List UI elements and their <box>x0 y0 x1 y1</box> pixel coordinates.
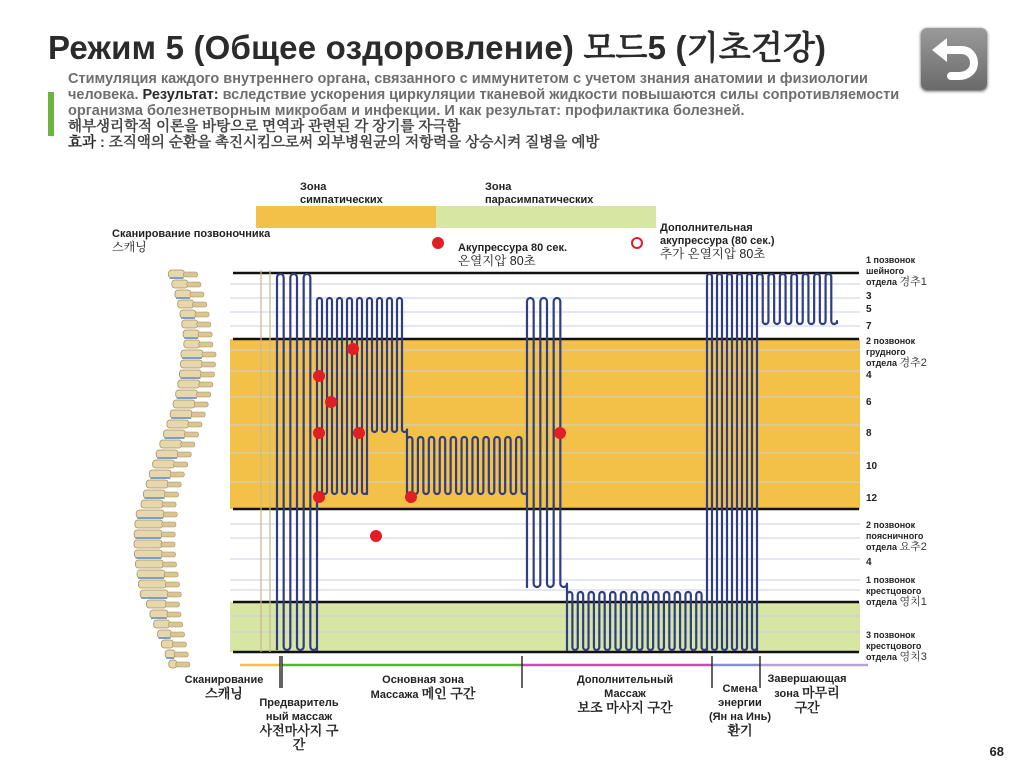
vertebra-body <box>160 440 182 448</box>
disc <box>181 317 195 319</box>
scan-label <box>112 228 270 254</box>
acupressure-point <box>353 427 365 439</box>
acupressure-point <box>347 343 359 355</box>
disc <box>164 437 184 439</box>
legend-sympathetic-line1: Зона <box>300 181 327 193</box>
zone-additional-ru1: Дополнительный <box>576 674 674 686</box>
thoracic-title3: отдела <box>866 358 898 368</box>
scan-label-ko: 스캐닝 <box>112 240 147 254</box>
vertebra-body <box>181 350 203 358</box>
vertebra-process <box>161 542 175 547</box>
vertebra-process <box>167 612 181 617</box>
thoracic-num-8: 8 <box>866 428 872 439</box>
page-title: Режим 5 (Общее оздоровление) 모드5 (기초건강) <box>48 29 827 66</box>
thoracic-num-4: 4 <box>866 370 872 381</box>
vertebra-body <box>163 430 185 438</box>
cervical-num-3: 3 <box>866 291 872 302</box>
vertebra-process <box>164 572 178 577</box>
vertebra-process <box>162 502 176 507</box>
spine-illustration <box>120 262 230 682</box>
cervical-title2: шейного <box>866 266 905 276</box>
lumbar-ko: 요추2 <box>899 541 927 553</box>
legend-acupressure-ko: 온열지압 80초 <box>458 254 536 268</box>
zone-preliminary <box>247 696 351 752</box>
disc <box>157 457 177 459</box>
thoracic-title1: 2 позвонок <box>866 336 916 346</box>
vertebra-body <box>134 530 162 538</box>
sympathetic-band <box>230 339 860 509</box>
description-ko-2: : 조직액의 순환을 촉진시킴으로써 외부병원균의 저항력을 상승시켜 질병을 예방 <box>96 135 600 151</box>
zone-final-ru1: Завершающая <box>767 673 847 685</box>
sacral3-ko: 영치3 <box>899 651 927 663</box>
sacral1-ko: 영치1 <box>899 596 927 608</box>
acupressure-point <box>405 491 417 503</box>
vertebra-body <box>138 580 166 588</box>
vertebra-body <box>175 290 191 298</box>
disc <box>170 277 184 279</box>
vertebra-body <box>154 620 170 628</box>
description <box>68 71 908 151</box>
parasympathetic-swatch <box>436 206 656 228</box>
vertebra-process <box>167 482 181 487</box>
disc <box>158 637 170 639</box>
vertebra-process <box>162 562 176 567</box>
legend-acupressure-ru: Акупрессура 80 сек. <box>458 242 568 254</box>
zone-scanning-ko: 스캐닝 <box>205 686 243 701</box>
massage-diagram <box>230 262 860 662</box>
thoracic-num-10: 10 <box>866 461 878 472</box>
disc <box>137 517 163 519</box>
disc <box>166 657 174 659</box>
vertebra-process <box>165 582 179 587</box>
label-cervical <box>866 255 927 288</box>
vertebra-body <box>143 490 165 498</box>
cervical-ko: 경추1 <box>899 276 927 288</box>
vertebra-body <box>167 420 189 428</box>
vertebra-process <box>184 272 198 277</box>
description-ru-1: Стимуляция каждого внутреннего органа, связанного с иммунитетом с учетом знания анатомии и физиологии человека. <box>68 71 868 103</box>
vertebra-body <box>183 330 199 338</box>
zone-additional-ko: 보조 마사지 구간 <box>577 700 673 715</box>
vertebra-body <box>179 370 201 378</box>
vertebra-body <box>153 460 175 468</box>
acupressure-point <box>313 491 325 503</box>
vertebra-body <box>178 380 200 388</box>
back-button[interactable] <box>921 28 987 90</box>
vertebra-body <box>156 450 178 458</box>
scan-label-ru: Сканирование позвоночника <box>112 228 271 240</box>
sacral3-title2: крестцового <box>866 641 922 651</box>
legend-extra-line2: акупрессура (80 сек.) <box>660 235 775 247</box>
vertebra-process <box>198 332 212 337</box>
zone-preliminary-ko1: 사전마사지 구 <box>259 723 339 738</box>
lumbar-num-4: 4 <box>866 557 872 568</box>
vertebra-process <box>190 292 204 297</box>
vertebra-body <box>157 630 171 638</box>
vertebra-process <box>191 412 205 417</box>
sacral1-title3: отдела <box>866 597 898 607</box>
vertebra-process <box>170 472 184 477</box>
vertebra-process <box>170 632 184 637</box>
vertebra-body <box>146 480 168 488</box>
vertebra-process <box>176 662 190 667</box>
vertebra-body <box>150 610 168 618</box>
sacral3-title3: отдела <box>866 652 898 662</box>
sacral1-title2: крестцового <box>866 586 922 596</box>
vertebra-process <box>202 352 216 357</box>
vertebra-body <box>134 550 162 558</box>
zone-energy-ru2: энергии <box>718 697 762 709</box>
disc <box>182 357 202 359</box>
disc <box>144 497 164 499</box>
zone-preliminary-ru1: Предваритель <box>259 697 339 709</box>
acupressure-point <box>554 427 566 439</box>
lumbar-title1: 2 позвонок <box>866 520 916 530</box>
vertebra-body <box>172 280 188 288</box>
legend-parasympathetic-line1: Зона <box>485 181 512 193</box>
vertebra-process <box>172 642 186 647</box>
vertebra-body <box>135 520 163 528</box>
cervical-title3: отдела <box>866 277 898 287</box>
vertebra-process <box>163 512 177 517</box>
vertebra-process <box>195 312 209 317</box>
vertebra-process <box>181 442 195 447</box>
description-ko-1: 해부생리학적 이론을 바탕으로 면역과 관련된 각 장기를 자극함 <box>68 119 461 135</box>
zone-energy-ko: 환기 <box>727 723 753 738</box>
disc <box>135 537 161 539</box>
vertebra-body <box>134 540 162 548</box>
zone-preliminary-ko2: 간 <box>292 737 306 752</box>
acupressure-dot-icon <box>431 236 445 250</box>
thoracic-title2: грудного <box>866 347 906 357</box>
label-sacral3 <box>866 630 927 663</box>
vertebra-process <box>188 422 202 427</box>
thoracic-num-12: 12 <box>866 493 878 504</box>
vertebra-body <box>149 470 171 478</box>
legend-sympathetic-line2: симпатических <box>300 194 383 206</box>
legend-extra-ko: 추가 온열지압 80초 <box>660 247 766 261</box>
vertebra-process <box>167 592 181 597</box>
vertebra-body <box>146 600 166 608</box>
cervical-num-7: 7 <box>866 321 872 332</box>
acupressure-point <box>325 396 337 408</box>
vertebra-body <box>141 500 163 508</box>
vertebra-process <box>187 282 201 287</box>
vertebra-process <box>165 602 179 607</box>
vertebra-body <box>173 400 195 408</box>
vertebra-process <box>174 462 188 467</box>
vertebra-body <box>169 270 185 278</box>
disc <box>180 377 200 379</box>
vertebra-body <box>181 360 203 368</box>
vertebra-process <box>202 362 216 367</box>
disc <box>141 597 167 599</box>
result-label: Результат: <box>142 87 219 103</box>
vertebra-body <box>170 410 192 418</box>
label-lumbar <box>866 520 927 553</box>
zone-additional <box>550 673 700 715</box>
zone-scanning-ru: Сканирование <box>184 674 264 686</box>
vertebra-body <box>140 590 168 598</box>
disc <box>138 577 164 579</box>
disc <box>176 297 190 299</box>
vertebra-body <box>137 570 165 578</box>
vertebra-process <box>199 342 213 347</box>
vertebra-process <box>184 432 198 437</box>
vertebra-process <box>161 532 175 537</box>
zone-energy-ru1: Смена <box>722 683 758 695</box>
accent-bar <box>48 92 54 136</box>
vertebra-process <box>193 302 207 307</box>
acupressure-point <box>370 530 382 542</box>
lumbar-title2: поясничного <box>866 531 924 541</box>
label-thoracic <box>866 336 927 369</box>
vertebra-process <box>162 522 176 527</box>
vertebra-body <box>182 320 198 328</box>
zone-preliminary-ru2: ный массаж <box>265 711 333 723</box>
thoracic-num-6: 6 <box>866 397 872 408</box>
vertebra-process <box>177 452 191 457</box>
vertebra-process <box>174 652 188 657</box>
acupressure-point <box>313 370 325 382</box>
legend-parasympathetic-line2: парасимпатических <box>485 194 594 206</box>
vertebra-process <box>199 382 213 387</box>
label-sacral1 <box>866 575 927 608</box>
vertebra-process <box>200 372 214 377</box>
vertebra-body <box>165 650 175 658</box>
cervical-num-5: 5 <box>866 304 872 315</box>
zone-main <box>348 673 498 702</box>
zone-final-ru2: зона <box>774 688 799 700</box>
zone-main-ru2: Массажа <box>370 689 419 701</box>
disc <box>184 337 198 339</box>
vertebra-body <box>180 310 196 318</box>
zone-final-ko1: 마무리 <box>802 685 840 700</box>
vertebra-process <box>164 492 178 497</box>
disc <box>177 397 197 399</box>
zone-final-ko2: 구간 <box>794 700 820 715</box>
vertebra-body <box>178 300 194 308</box>
page-number: 68 <box>989 744 1004 759</box>
disc <box>171 417 191 419</box>
vertebra-process <box>161 552 175 557</box>
disc <box>135 557 161 559</box>
zone-additional-ru2: Массаж <box>604 688 646 700</box>
vertebra-body <box>136 510 164 518</box>
zone-energy-ru3: (Ян на Инь) <box>708 711 772 723</box>
vertebra-body <box>176 390 198 398</box>
description-ru-2: вследствие ускорения циркуляции тканевой жидкости повышаются силы сопротивляемости организма болезнетворным микробам и инфекции. И как результат: профилактика болезней. <box>68 87 900 119</box>
extra-acupressure-ring-icon <box>630 236 644 250</box>
parasympathetic-band <box>230 602 860 652</box>
vertebra-body <box>161 640 173 648</box>
acupressure-point <box>313 427 325 439</box>
sacral3-title1: 3 позвонок <box>866 630 916 640</box>
vertebra-process <box>197 392 211 397</box>
lumbar-title3: отдела <box>866 542 898 552</box>
vertebra-process <box>194 402 208 407</box>
vertebra-body <box>184 340 200 348</box>
effect-label: 효과 <box>68 135 97 151</box>
disc <box>150 477 170 479</box>
zone-main-ko: 메인 구간 <box>421 686 476 701</box>
thoracic-ko: 경추2 <box>899 357 927 369</box>
zone-main-ru: Основная зона <box>382 674 464 686</box>
vertebra-body <box>135 560 163 568</box>
back-arrow-icon <box>921 28 987 90</box>
cervical-title1: 1 позвонок <box>866 255 916 265</box>
zone-final <box>757 672 857 715</box>
sacral1-title1: 1 позвонок <box>866 575 916 585</box>
vertebra-process <box>169 622 183 627</box>
legend-extra-line1: Дополнительная <box>660 222 753 234</box>
vertebra-process <box>197 322 211 327</box>
disc <box>151 617 167 619</box>
legend-extra-acupressure <box>660 222 775 261</box>
